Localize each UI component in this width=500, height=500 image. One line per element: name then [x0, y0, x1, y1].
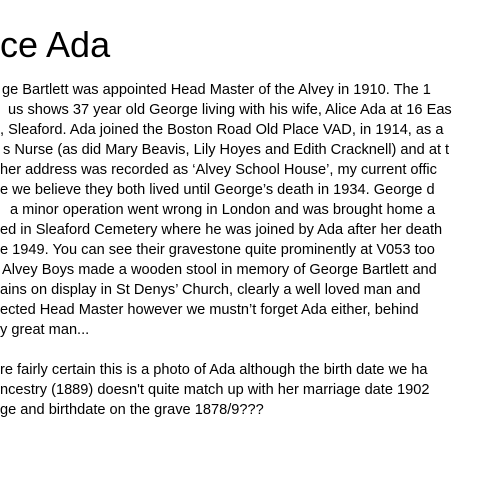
text-line: e 1949. You can see their gravestone quite prominently at V053 too [0, 242, 435, 258]
slide-title: ce Ada [0, 24, 111, 65]
paragraph-photo-note [0, 360, 500, 420]
text-line: ected Head Master however we mustn’t forget Ada either, behind [0, 302, 419, 318]
text-line: ge and birthdate on the grave 1878/9??? [0, 402, 264, 418]
text-line: ed in Sleaford Cemetery where he was joined by Ada after her death [0, 222, 443, 238]
text-line: s Nurse (as did Mary Beavis, Lily Hoyes and Edith Cracknell) and at t [3, 142, 450, 158]
text-line: her address was recorded as ‘Alvey School House’, my current offic [0, 162, 437, 178]
text-line: ains on display in St Denys’ Church, clearly a well loved man and [0, 282, 421, 298]
text-line: ge Bartlett was appointed Head Master of the Alvey in 1910. The 1 [2, 82, 431, 98]
text-line: e we believe they both lived until George’s death in 1934. George d [0, 182, 435, 198]
slide-body [0, 80, 500, 420]
text-line: re fairly certain this is a photo of Ada although the birth date we ha [0, 362, 428, 378]
paragraph-biography [0, 80, 500, 340]
text-line: us shows 37 year old George living with his wife, Alice Ada at 16 Eas [8, 102, 452, 118]
text-line: a minor operation went wrong in London and was brought home a [10, 202, 436, 218]
text-line: Alvey Boys made a wooden stool in memory of George Bartlett and [2, 262, 437, 278]
text-line: ncestry (1889) doesn't quite match up with her marriage date 1902 [0, 382, 430, 398]
text-line: y great man... [0, 322, 90, 338]
text-line: , Sleaford. Ada joined the Boston Road Old Place VAD, in 1914, as a [0, 122, 444, 138]
